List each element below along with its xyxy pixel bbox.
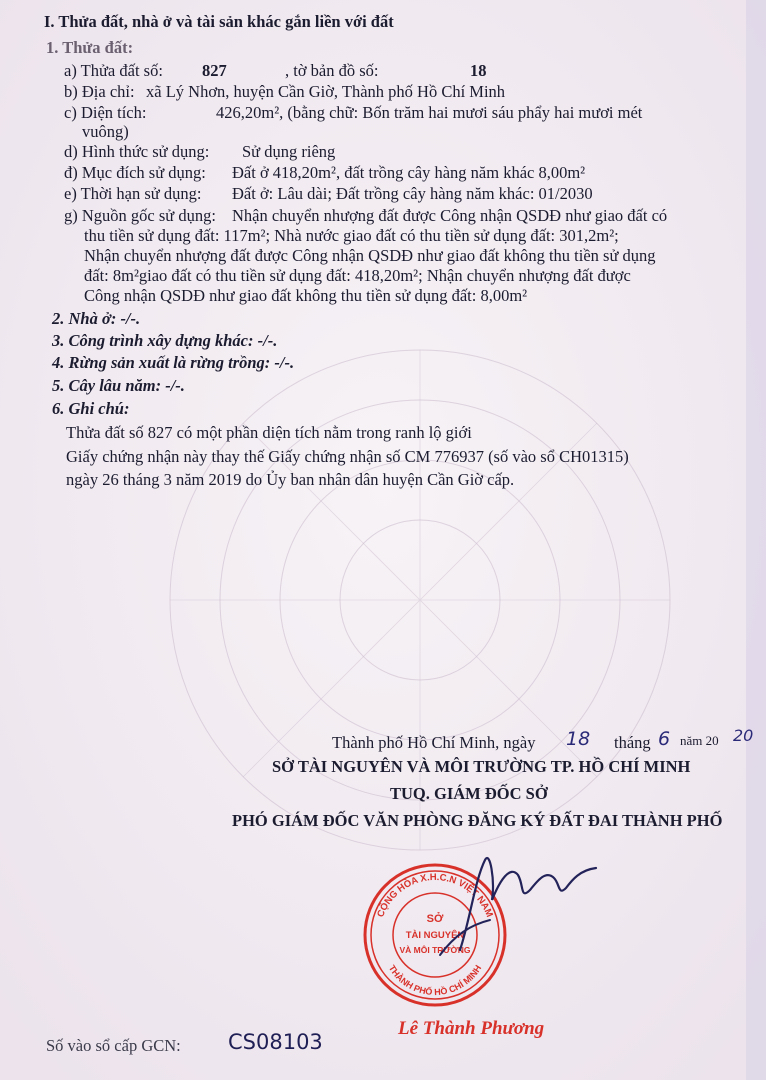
gcn-number-label: Số vào sổ cấp GCN: bbox=[46, 1036, 181, 1055]
origin-line4: đất: 8m²giao đất có thu tiền sử dụng đất: 418,20m²; Nhận chuyển nhượng đất được bbox=[84, 266, 631, 285]
section-1-label: 1. Thửa đất: bbox=[46, 38, 134, 57]
usage-purpose-value: Đất ở 418,20m², đất trồng cây hàng năm khác 8,00m² bbox=[232, 163, 586, 182]
section-2-house: 2. Nhà ở: -/-. bbox=[52, 309, 141, 328]
origin-line3: Nhận chuyển nhượng đất được Công nhận QSDĐ như giao đất không thu tiền sử dụng bbox=[84, 246, 656, 265]
address-label: b) Địa chỉ: bbox=[64, 82, 135, 101]
map-sheet-value: 18 bbox=[470, 61, 487, 80]
handwritten-signature bbox=[400, 840, 600, 960]
map-sheet-label: , tờ bản đồ số: bbox=[285, 61, 379, 80]
note-line3: ngày 26 tháng 3 năm 2019 do Ủy ban nhân dân huyện Cần Giờ cấp. bbox=[66, 470, 515, 489]
section-6-notes: 6. Ghi chú: bbox=[52, 399, 130, 418]
note-line2: Giấy chứng nhận này thay thế Giấy chứng nhận số CM 776937 (số vào sổ CH01315) bbox=[66, 447, 629, 466]
seal-inner-3: VÀ MÔI TRƯỜNG bbox=[399, 945, 471, 955]
issuing-department: SỞ TÀI NGUYÊN VÀ MÔI TRƯỜNG TP. HỒ CHÍ MINH bbox=[272, 757, 691, 776]
seal-bottom-text: THÀNH PHỐ HỒ CHÍ MINH bbox=[386, 963, 484, 998]
date-day: 18 bbox=[566, 728, 591, 750]
section-5-trees: 5. Cây lâu năm: -/-. bbox=[52, 376, 185, 395]
place-date-prefix: Thành phố Hồ Chí Minh, ngày bbox=[332, 733, 536, 752]
tuq-director: TUQ. GIÁM ĐỐC SỞ bbox=[390, 784, 548, 803]
area-value-line2: vuông) bbox=[82, 122, 129, 141]
origin-label: g) Nguồn gốc sử dụng: bbox=[64, 206, 216, 225]
seal-inner-2: TÀI NGUYÊN bbox=[405, 930, 465, 941]
parcel-number-label: a) Thửa đất số: bbox=[64, 61, 163, 80]
usage-term-value: Đất ở: Lâu dài; Đất trồng cây hàng năm khác: 01/2030 bbox=[232, 184, 593, 203]
signer-position: PHÓ GIÁM ĐỐC VĂN PHÒNG ĐĂNG KÝ ĐẤT ĐAI THÀNH PHỐ bbox=[232, 811, 723, 830]
seal-inner-1: SỞ bbox=[426, 913, 444, 925]
section-3-construction: 3. Công trình xây dựng khác: -/-. bbox=[52, 331, 278, 350]
usage-form-value: Sử dụng riêng bbox=[242, 142, 336, 161]
area-value-line1: 426,20m², (bằng chữ: Bốn trăm hai mươi sáu phẩy hai mươi mét bbox=[216, 103, 643, 122]
origin-line2: thu tiền sử dụng đất: 117m²; Nhà nước giao đất có thu tiền sử dụng đất: 301,2m²; bbox=[84, 226, 619, 245]
area-label: c) Diện tích: bbox=[64, 103, 147, 122]
signer-name: Lê Thành Phương bbox=[398, 1018, 545, 1039]
section-title: I. Thửa đất, nhà ở và tài sản khác gắn liền với đất bbox=[44, 12, 394, 31]
origin-line1: Nhận chuyển nhượng đất được Công nhận QSDĐ như giao đất có bbox=[232, 206, 668, 225]
note-line1: Thửa đất số 827 có một phần diện tích nằm trong ranh lộ giới bbox=[66, 423, 472, 442]
gcn-number-value: CS08103 bbox=[228, 1030, 323, 1054]
date-month: 6 bbox=[658, 728, 671, 750]
date-year: 20 bbox=[733, 726, 754, 745]
year-prefix: năm 20 bbox=[680, 733, 719, 748]
parcel-number-value: 827 bbox=[202, 61, 227, 80]
usage-term-label: e) Thời hạn sử dụng: bbox=[64, 184, 202, 203]
origin-line5: Công nhận QSDĐ như giao đất không thu tiền sử dụng đất: 8,00m² bbox=[84, 286, 528, 305]
usage-purpose-label: đ) Mục đích sử dụng: bbox=[64, 163, 206, 182]
seal-outer-text: CỘNG HÒA X.H.C.N VIỆT NAM bbox=[375, 871, 495, 919]
section-4-forest: 4. Rừng sản xuất là rừng trồng: -/-. bbox=[52, 353, 295, 372]
usage-form-label: d) Hình thức sử dụng: bbox=[64, 142, 210, 161]
month-label: tháng bbox=[614, 733, 651, 752]
address-value: xã Lý Nhơn, huyện Cần Giờ, Thành phố Hồ Chí Minh bbox=[146, 82, 506, 101]
